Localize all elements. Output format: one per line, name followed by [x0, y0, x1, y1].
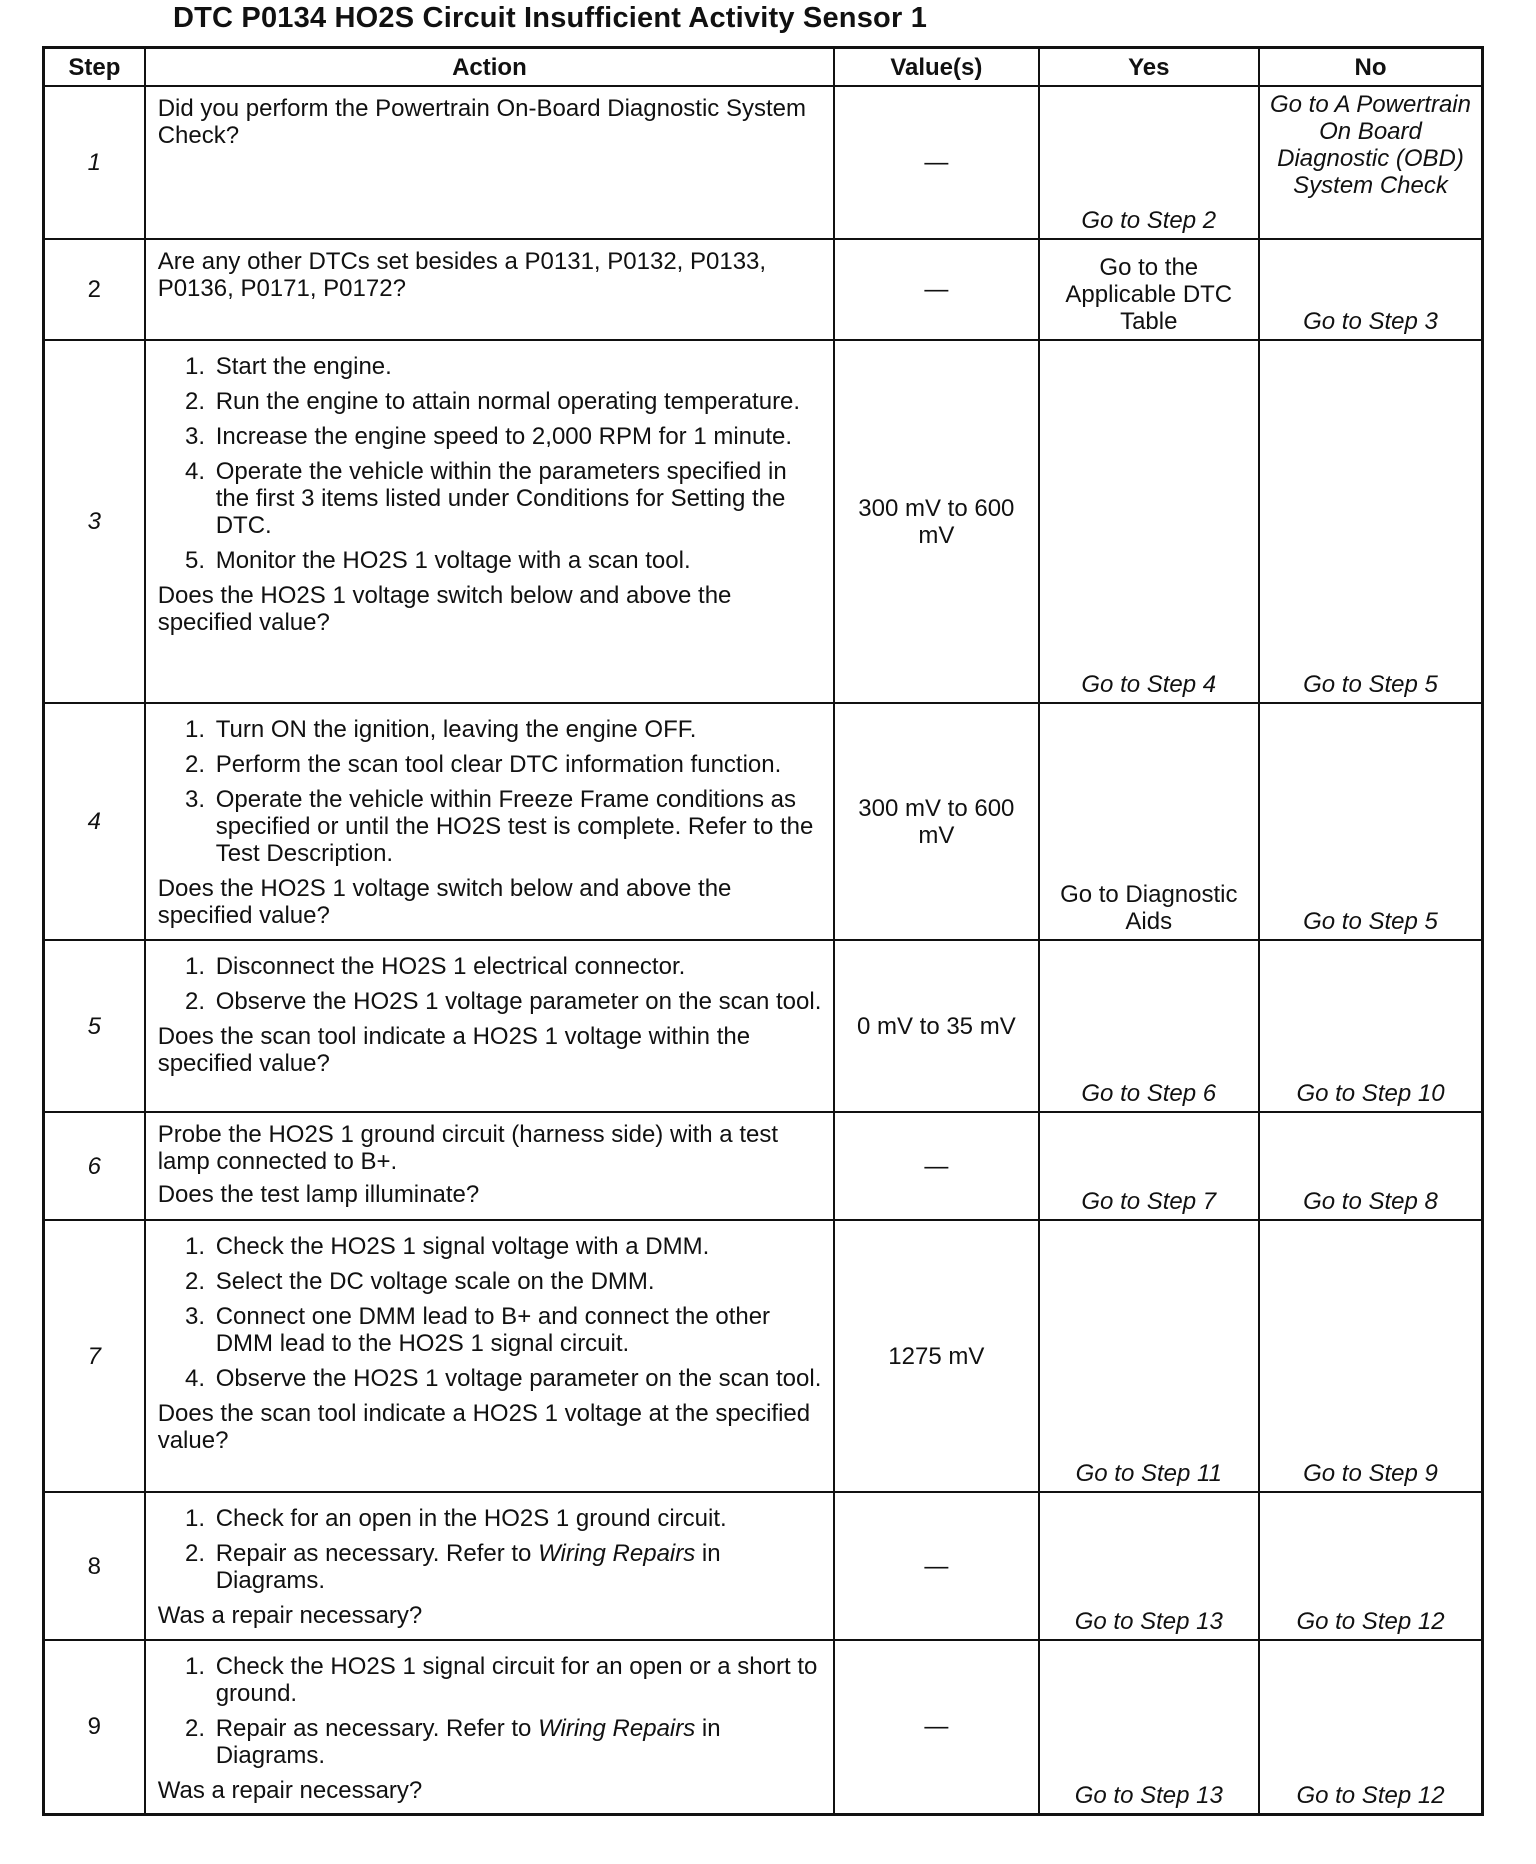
table-row	[44, 1112, 1483, 1220]
step-number: 8	[44, 1492, 145, 1640]
list-item: 1. Turn ON the ignition, leaving the engine OFF.	[212, 716, 823, 743]
yes-cell	[1039, 86, 1259, 239]
step-number: 2	[44, 239, 145, 340]
value-cell: —	[834, 1640, 1038, 1814]
action-cell	[145, 86, 834, 239]
yes-goto: Go to the Applicable DTC Table	[1065, 254, 1233, 335]
step-number: 7	[44, 1220, 145, 1492]
action-cell	[145, 703, 834, 940]
list-item	[212, 1540, 823, 1594]
value-cell: —	[834, 1492, 1038, 1640]
wiring-repairs-reference: Wiring Repairs	[538, 1540, 696, 1567]
no-goto: Go to Step 12	[1296, 1781, 1445, 1809]
table-row	[44, 940, 1483, 1112]
no-cell	[1259, 239, 1483, 340]
action-cell	[145, 239, 834, 340]
yes-cell	[1039, 1220, 1259, 1492]
action-cell	[145, 940, 834, 1112]
step-number: 5	[44, 940, 145, 1112]
list-item: 4. Operate the vehicle within the parameters specified in the first 3 items listed under Conditions for Setting the DTC.	[212, 458, 823, 539]
no-goto: Go to Step 5	[1303, 908, 1438, 935]
no-cell	[1259, 340, 1483, 703]
procedure-list	[158, 1505, 823, 1594]
table-row	[44, 1640, 1483, 1814]
procedure-list	[158, 1233, 823, 1392]
action-cell	[145, 1112, 834, 1220]
value-cell: —	[834, 1112, 1038, 1220]
value-cell: 1275 mV	[834, 1220, 1038, 1492]
action-text: Probe the HO2S 1 ground circuit (harness side) with a test lamp connected to B+.	[157, 1121, 778, 1175]
yes-cell	[1039, 1492, 1259, 1640]
list-item: 3. Increase the engine speed to 2,000 RPM for 1 minute.	[212, 423, 823, 450]
header-action: Action	[145, 48, 834, 87]
action-cell	[145, 1220, 834, 1492]
no-goto: Go to Step 10	[1296, 1080, 1445, 1107]
table-row	[44, 1220, 1483, 1492]
diagnostic-table	[42, 46, 1484, 1816]
list-item: 1. Disconnect the HO2S 1 electrical connector.	[212, 953, 823, 980]
list-item: 2. Observe the HO2S 1 voltage parameter on the scan tool.	[212, 988, 823, 1015]
no-cell	[1259, 940, 1483, 1112]
step-number: 9	[44, 1640, 145, 1814]
yes-goto: Go to Step 13	[1074, 1608, 1223, 1635]
list-item	[212, 1715, 823, 1769]
no-goto: Go to Step 3	[1303, 308, 1438, 335]
table-row	[44, 239, 1483, 340]
list-item: 1. Start the engine.	[212, 353, 823, 380]
yes-cell	[1039, 940, 1259, 1112]
header-yes: Yes	[1039, 48, 1259, 87]
repair-text-end: in Diagrams.	[215, 1540, 721, 1594]
procedure-list	[158, 353, 823, 574]
yes-goto: Go to Diagnostic Aids	[1060, 881, 1238, 935]
no-goto: Go to Step 12	[1296, 1608, 1445, 1635]
value-cell: 300 mV to 600 mV	[834, 703, 1038, 940]
action-cell	[145, 1640, 834, 1814]
yes-goto: Go to Step 6	[1081, 1080, 1217, 1107]
action-cell	[145, 1492, 834, 1640]
no-cell	[1259, 1492, 1483, 1640]
value-cell: —	[834, 86, 1038, 239]
question-text: Was a repair necessary?	[157, 1777, 423, 1804]
table-row	[44, 340, 1483, 703]
yes-cell	[1039, 239, 1259, 340]
list-item: 2. Perform the scan tool clear DTC information function.	[212, 751, 823, 778]
yes-cell	[1039, 1640, 1259, 1814]
step-number: 4	[44, 703, 145, 940]
yes-goto: Go to Step 11	[1075, 1460, 1222, 1487]
header-step: Step	[44, 48, 145, 87]
no-goto: Go to Step 5	[1303, 671, 1438, 698]
wiring-repairs-reference: Wiring Repairs	[538, 1715, 696, 1742]
repair-text: Repair as necessary. Refer to	[215, 1715, 532, 1742]
header-values: Value(s)	[834, 48, 1038, 87]
table-header-row	[44, 48, 1483, 87]
question-text: Does the scan tool indicate a HO2S 1 voltage at the specified value?	[157, 1400, 811, 1454]
repair-text-end: in Diagrams.	[215, 1715, 721, 1769]
procedure-list	[158, 1653, 823, 1769]
value-cell: 0 mV to 35 mV	[834, 940, 1038, 1112]
no-goto: Go to Step 8	[1303, 1188, 1438, 1215]
yes-goto: Go to Step 7	[1081, 1188, 1217, 1215]
list-item: 2. Run the engine to attain normal operating temperature.	[212, 388, 823, 415]
no-cell	[1259, 703, 1483, 940]
yes-cell	[1039, 1112, 1259, 1220]
list-item: 1. Check the HO2S 1 signal circuit for an open or a short to ground.	[212, 1653, 823, 1707]
question-text: Does the HO2S 1 voltage switch below and above the specified value?	[157, 875, 732, 929]
step-number: 6	[44, 1112, 145, 1220]
question-text: Does the scan tool indicate a HO2S 1 voltage within the specified value?	[157, 1023, 751, 1077]
action-cell	[145, 340, 834, 703]
no-cell	[1259, 1640, 1483, 1814]
table-row	[44, 1492, 1483, 1640]
yes-goto: Go to Step 13	[1074, 1781, 1223, 1809]
repair-text: Repair as necessary. Refer to	[215, 1540, 532, 1567]
list-item: 3. Operate the vehicle within Freeze Frame conditions as specified or until the HO2S test is complete. Refer to the Test Description.	[212, 786, 823, 867]
question-text: Does the test lamp illuminate?	[157, 1181, 480, 1208]
list-item: 2. Select the DC voltage scale on the DMM.	[212, 1268, 823, 1295]
value-cell: —	[834, 239, 1038, 340]
page-title: DTC P0134 HO2S Circuit Insufficient Activity Sensor 1	[172, 2, 928, 34]
yes-goto: Go to Step 4	[1081, 671, 1217, 698]
yes-cell	[1039, 340, 1259, 703]
value-cell: 300 mV to 600 mV	[834, 340, 1038, 703]
step-number: 1	[44, 86, 145, 239]
table-row	[44, 703, 1483, 940]
yes-cell	[1039, 703, 1259, 940]
question-text: Was a repair necessary?	[157, 1602, 423, 1629]
yes-goto: Go to Step 2	[1081, 207, 1217, 234]
list-item: 4. Observe the HO2S 1 voltage parameter on the scan tool.	[212, 1365, 823, 1392]
table-row	[44, 86, 1483, 239]
procedure-list	[158, 953, 823, 1015]
no-goto: Go to Step 9	[1303, 1460, 1438, 1487]
list-item: 1. Check for an open in the HO2S 1 ground circuit.	[212, 1505, 823, 1532]
no-cell	[1259, 86, 1483, 239]
procedure-list	[158, 716, 823, 867]
step-number: 3	[44, 340, 145, 703]
action-text: Did you perform the Powertrain On-Board Diagnostic System Check?	[157, 95, 806, 149]
no-cell	[1259, 1220, 1483, 1492]
list-item: 3. Connect one DMM lead to B+ and connect the other DMM lead to the HO2S 1 signal circuit.	[212, 1303, 823, 1357]
no-cell	[1259, 1112, 1483, 1220]
action-text: Are any other DTCs set besides a P0131, P0132, P0133, P0136, P0171, P0172?	[157, 248, 767, 302]
question-text: Does the HO2S 1 voltage switch below and above the specified value?	[157, 582, 732, 636]
list-item: 1. Check the HO2S 1 signal voltage with a DMM.	[212, 1233, 823, 1260]
header-no: No	[1259, 48, 1483, 87]
no-goto: Go to A Powertrain On Board Diagnostic (OBD) System Check	[1270, 91, 1471, 199]
list-item: 5. Monitor the HO2S 1 voltage with a scan tool.	[212, 547, 823, 574]
